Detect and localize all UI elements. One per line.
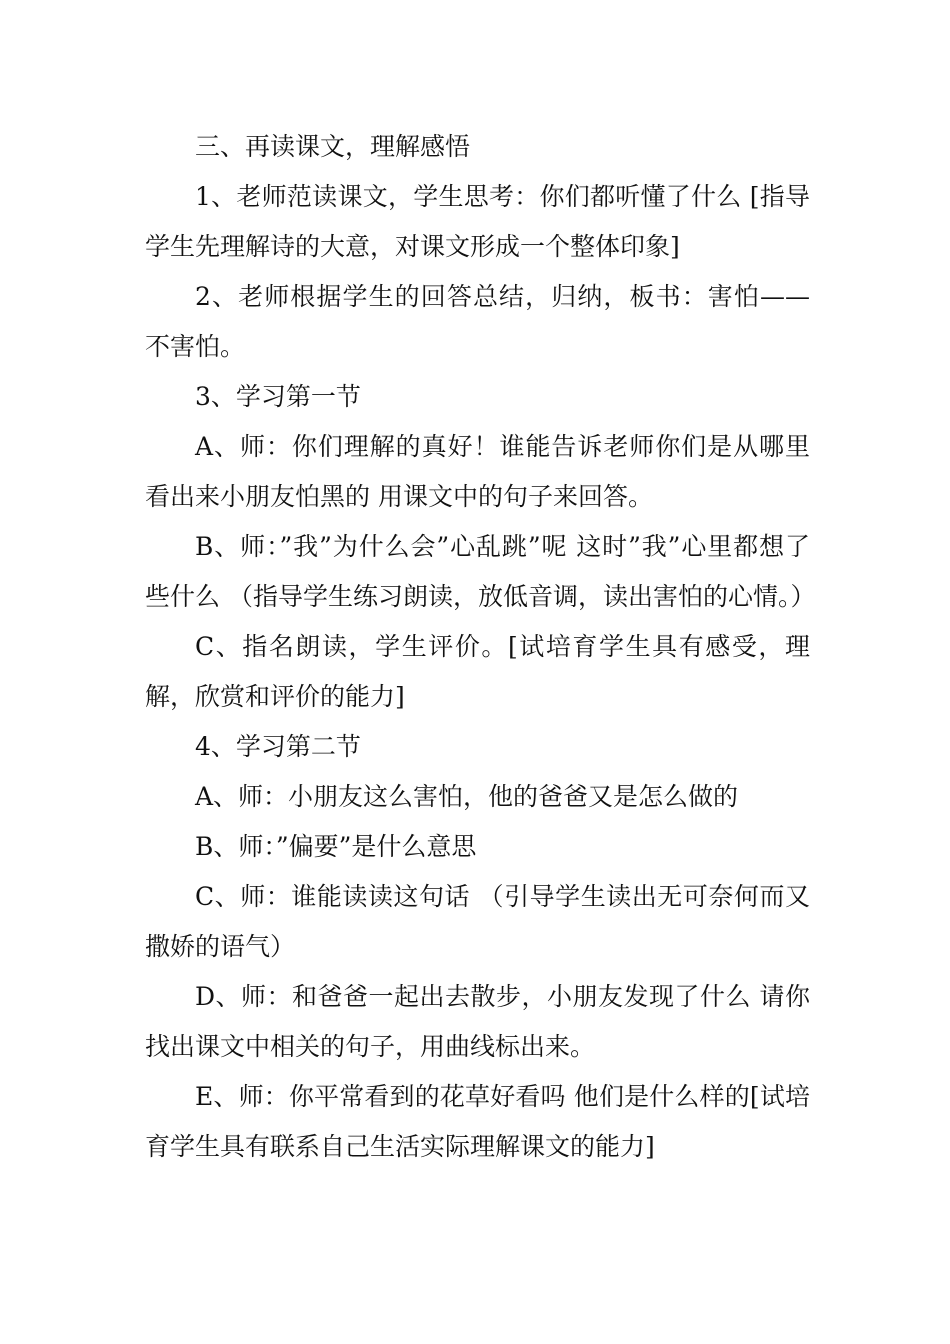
paragraph: E、师：你平常看到的花草好看吗 他们是什么样的[试培育学生具有联系自己生活实际理解课文的能力] bbox=[145, 1082, 810, 1161]
subsection-heading: 3、学习第一节 bbox=[195, 382, 361, 411]
document-body bbox=[145, 122, 816, 1172]
paragraph: B、师：”我”为什么会”心乱跳”呢 这时”我”心里都想了些什么 （指导学生练习朗读，放低音调，读出害怕的心情。） bbox=[145, 532, 816, 611]
subsection-heading: 4、学习第二节 bbox=[195, 732, 361, 761]
section-heading: 三、再读课文，理解感悟 bbox=[195, 132, 471, 161]
paragraph: B、师：”偏要”是什么意思 bbox=[195, 832, 477, 861]
paragraph: 2、老师根据学生的回答总结，归纳，板书：害怕——不害怕。 bbox=[145, 282, 810, 361]
paragraph: 1、老师范读课文，学生思考：你们都听懂了什么 [指导学生先理解诗的大意，对课文形成一个整体印象] bbox=[145, 182, 810, 261]
paragraph: C、师：谁能读读这句话 （引导学生读出无可奈何而又撒娇的语气） bbox=[145, 882, 810, 961]
paragraph: A、师：小朋友这么害怕，他的爸爸又是怎么做的 bbox=[195, 782, 739, 811]
paragraph: D、师：和爸爸一起出去散步，小朋友发现了什么 请你找出课文中相关的句子，用曲线标出来。 bbox=[145, 982, 810, 1061]
paragraph: C、指名朗读，学生评价。[试培育学生具有感受，理解，欣赏和评价的能力] bbox=[145, 632, 810, 711]
paragraph: A、师：你们理解的真好！谁能告诉老师你们是从哪里看出来小朋友怕黑的 用课文中的句子来回答。 bbox=[145, 432, 810, 511]
